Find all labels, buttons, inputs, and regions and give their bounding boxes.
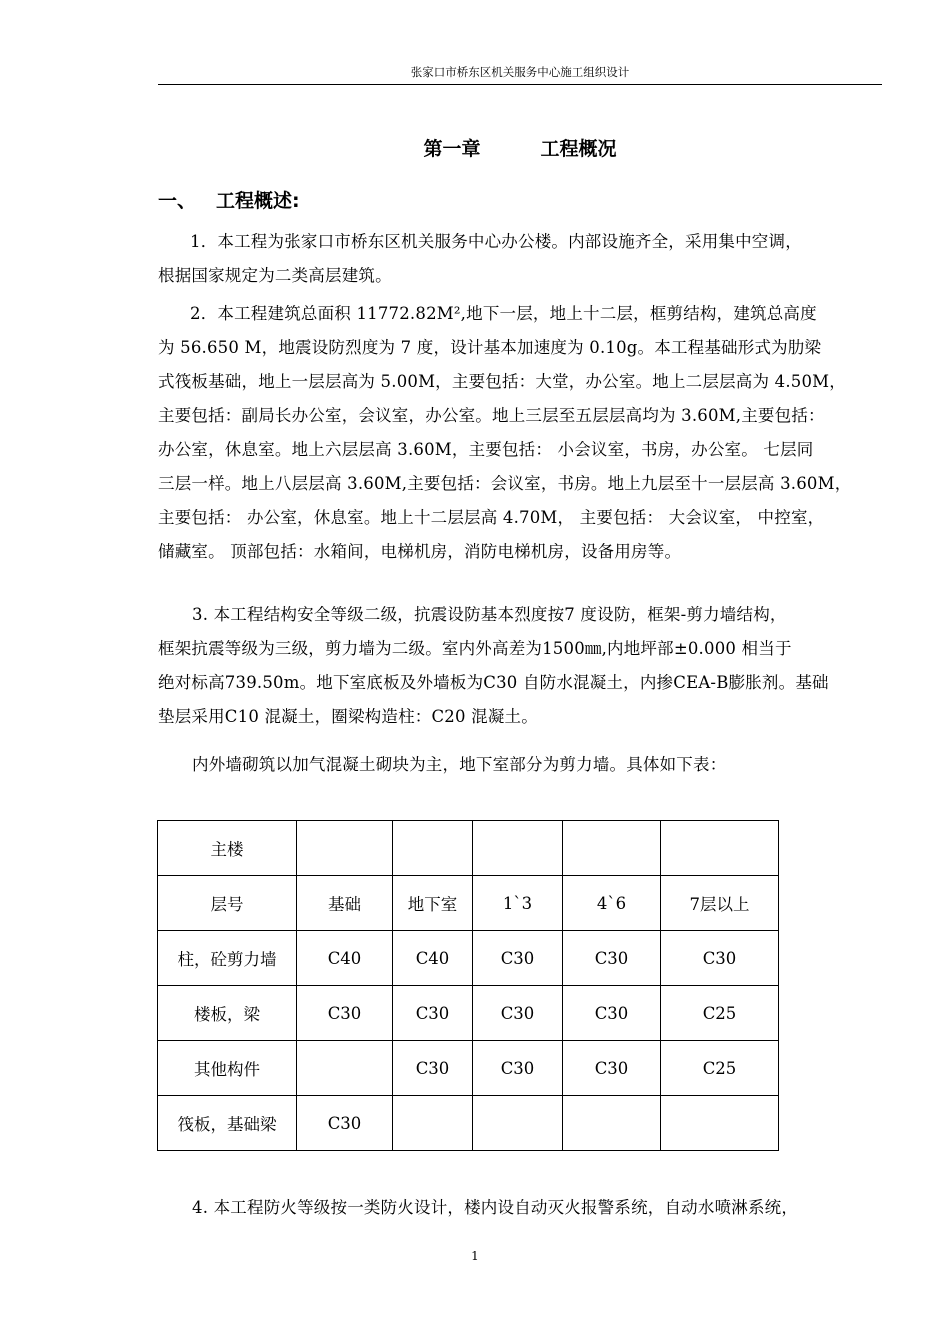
paragraph-line: 1．本工程为张家口市桥东区机关服务中心办公楼。内部设施齐全，采用集中空调， (190, 232, 802, 251)
table-cell: C30 (563, 986, 661, 1041)
table-cell: C30 (563, 931, 661, 986)
table-cell: C30 (473, 931, 563, 986)
paragraph-5 (158, 1191, 882, 1225)
table-cell: C25 (661, 1041, 779, 1096)
table-cell: 楼板，梁 (158, 986, 297, 1041)
table-cell: C40 (393, 931, 473, 986)
table-cell: 基础 (297, 876, 393, 931)
concrete-grade-table-wrapper (157, 820, 778, 1151)
paragraph-line: 绝对标高739.50m。地下室底板及外墙板为C30 自防水混凝土，内掺CEA-B膨胀剂。基础 (158, 673, 829, 692)
paragraph-line: 储藏室。 顶部包括：水箱间，电梯机房，消防电梯机房，设备用房等。 (158, 542, 682, 561)
table-cell: 1`3 (473, 876, 563, 931)
paragraph-line: 式筏板基础，地上一层层高为 5.00M，主要包括：大堂，办公室。地上二层层高为 4.50M， (158, 372, 846, 391)
table-cell: 其他构件 (158, 1041, 297, 1096)
section-title: 工程概述: (216, 190, 300, 212)
running-header: 张家口市桥东区机关服务中心施工组织设计 (410, 65, 630, 79)
table-row (158, 876, 779, 931)
table-cell: C25 (661, 986, 779, 1041)
paragraph-2 (158, 297, 882, 569)
table-cell: C30 (563, 1041, 661, 1096)
table-cell: C30 (473, 1041, 563, 1096)
paragraph-4 (158, 748, 882, 782)
table-cell (473, 1096, 563, 1151)
table-cell: 主楼 (158, 821, 297, 876)
table-cell: C30 (661, 931, 779, 986)
chapter-number: 第一章 (423, 138, 481, 160)
chapter-title: 工程概况 (540, 138, 617, 160)
table-row (158, 821, 779, 876)
table-cell: 地下室 (393, 876, 473, 931)
chapter-heading (158, 134, 882, 161)
table-cell: 筏板，基础梁 (158, 1096, 297, 1151)
table-row (158, 931, 779, 986)
paragraph-line: 办公室，休息室。地上六层层高 3.60M，主要包括： 小会议室，书房，办公室。 七层同 (158, 440, 814, 459)
paragraph-line: 三层一样。地上八层层高 3.60M,主要包括：会议室，书房。地上九层至十一层层高 3.60M， (158, 474, 852, 493)
table-cell: C30 (393, 986, 473, 1041)
table-row (158, 1041, 779, 1096)
table-cell (297, 821, 393, 876)
table-cell: C40 (297, 931, 393, 986)
table-cell (393, 1096, 473, 1151)
table-cell (473, 821, 563, 876)
table-cell: C30 (393, 1041, 473, 1096)
header-rule (158, 84, 882, 85)
page-number: 1 (471, 1249, 479, 1263)
paragraph-3 (158, 598, 882, 734)
table-cell: C30 (297, 1096, 393, 1151)
table-row (158, 986, 779, 1041)
table-cell: 柱，砼剪力墙 (158, 931, 297, 986)
paragraph-line: 主要包括： 办公室，休息室。地上十二层层高 4.70M， 主要包括： 大会议室， 中控室， (158, 508, 825, 527)
table-cell (661, 821, 779, 876)
table-cell (563, 821, 661, 876)
paragraph-line: 为 56.650 M，地震设防烈度为 7 度，设计基本加速度为 0.10g。本工程基础形式为肋梁 (158, 338, 822, 357)
paragraph-line: 4. 本工程防火等级按一类防火设计，楼内设自动灭火报警系统，自动水喷淋系统， (192, 1198, 799, 1217)
table-cell (661, 1096, 779, 1151)
paragraph-line: 垫层采用C10 混凝土，圈梁构造柱：C20 混凝土。 (158, 707, 538, 726)
table-cell (297, 1041, 393, 1096)
table-cell: C30 (297, 986, 393, 1041)
table-cell: 4`6 (563, 876, 661, 931)
paragraph-line: 框架抗震等级为三级，剪力墙为二级。室内外高差为1500㎜,内地坪部±0.000 相当于 (158, 639, 792, 658)
paragraph-line: 根据国家规定为二类高层建筑。 (158, 266, 392, 285)
table-cell: 层号 (158, 876, 297, 931)
paragraph-line: 主要包括：副局长办公室，会议室，办公室。地上三层至五层层高均为 3.60M,主要包括： (158, 406, 825, 425)
paragraph-line: 内外墙砌筑以加气混凝土砌块为主，地下室部分为剪力墙。具体如下表： (192, 755, 727, 774)
concrete-grade-table (157, 820, 779, 1151)
section-number: 一、 (158, 190, 197, 212)
table-cell: C30 (473, 986, 563, 1041)
section-heading (158, 186, 300, 213)
table-row (158, 1096, 779, 1151)
table-cell: 7层以上 (661, 876, 779, 931)
paragraph-line: 2．本工程建筑总面积 11772.82M²,地下一层，地上十二层，框剪结构，建筑总高度 (190, 304, 817, 323)
table-cell (393, 821, 473, 876)
table-cell (563, 1096, 661, 1151)
paragraph-1 (158, 225, 882, 293)
paragraph-line: 3. 本工程结构安全等级二级，抗震设防基本烈度按7 度设防，框架-剪力墙结构， (192, 605, 787, 624)
